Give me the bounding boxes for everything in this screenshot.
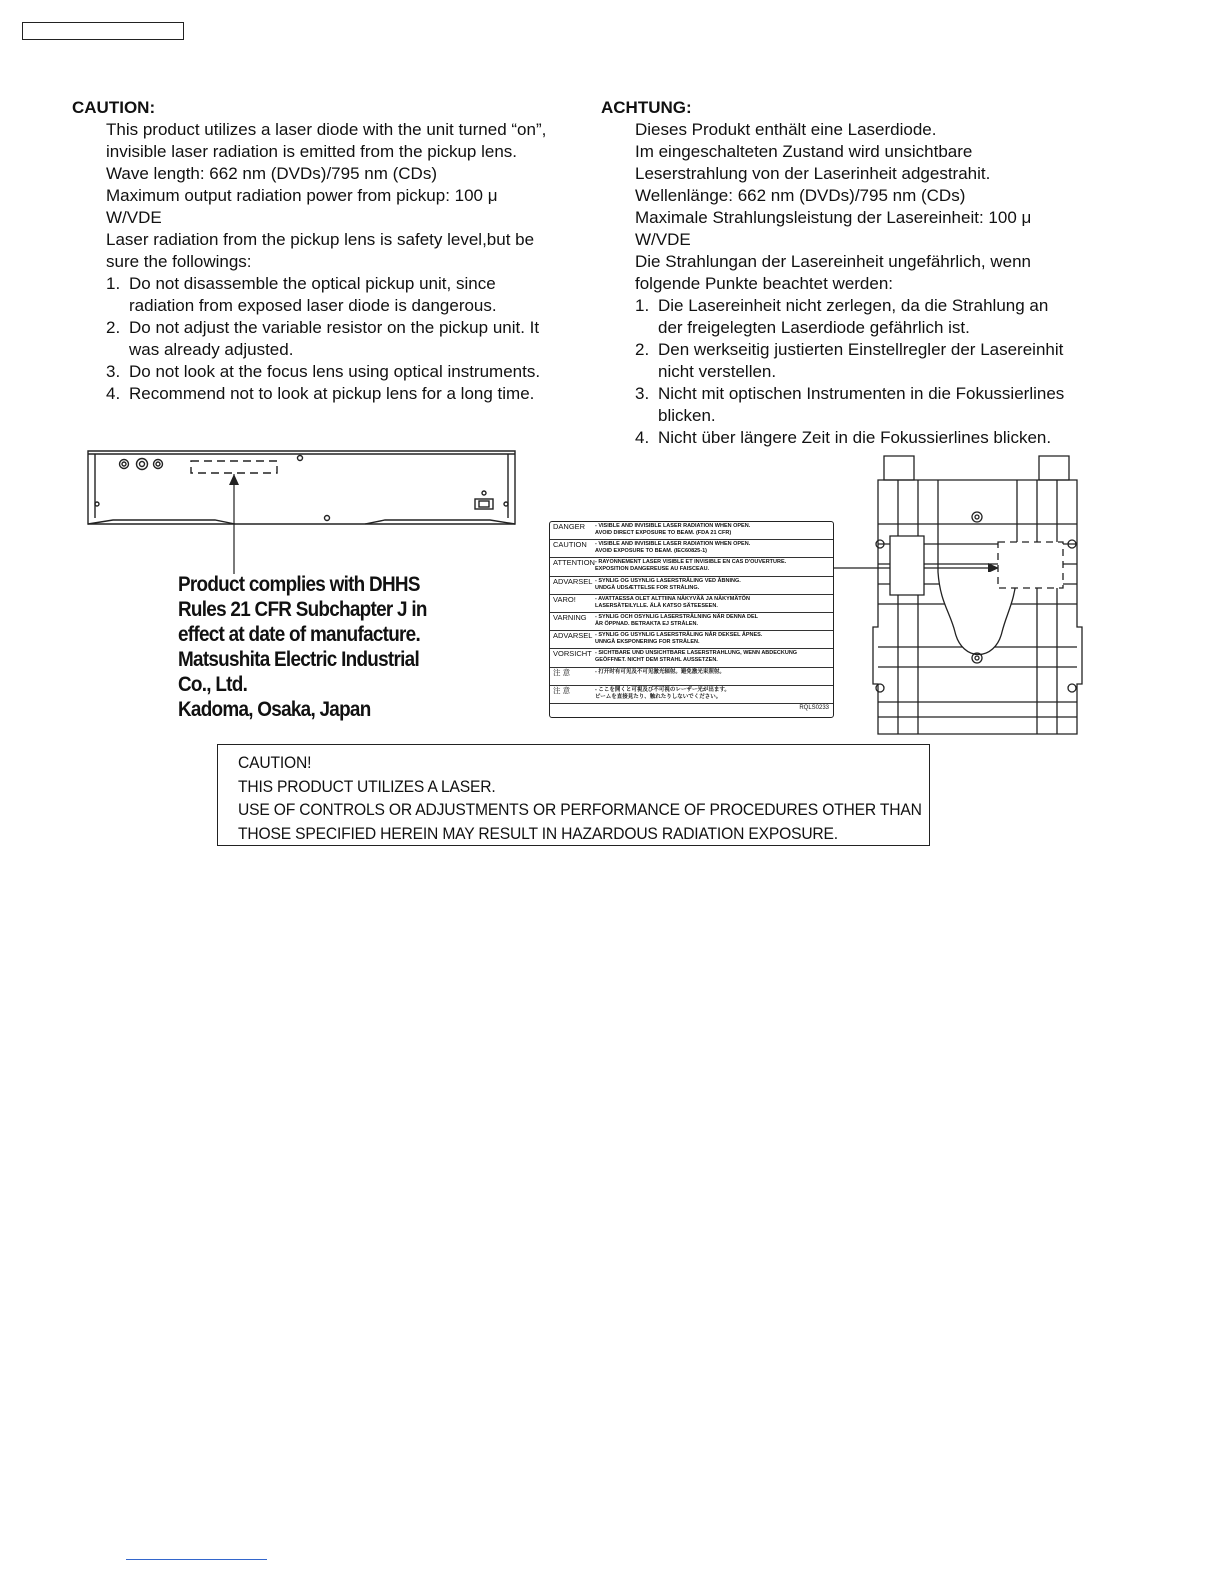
- label-key: VORSICHT: [553, 649, 592, 659]
- caution-section-english: [72, 97, 582, 405]
- label-key: VARNING: [553, 612, 587, 622]
- list-number: 3.: [635, 384, 650, 403]
- compliance-line: Matsushita Electric Industrial: [178, 648, 419, 671]
- list-line: Den werkseitig justierten Einstellregler der Lasereinhit: [658, 340, 1064, 359]
- list-line: Recommend not to look at pickup lens for a long time.: [129, 384, 535, 403]
- label-row: [550, 522, 833, 540]
- compliance-line: effect at date of manufacture.: [178, 623, 421, 646]
- caution-line: invisible laser radiation is emitted from the pickup lens.: [106, 142, 518, 161]
- label-row: [550, 577, 833, 595]
- caution-box-line: USE OF CONTROLS OR ADJUSTMENTS OR PERFORMANCE OF PROCEDURES OTHER THAN: [238, 800, 922, 819]
- caution-section-german: [601, 97, 1101, 449]
- caution-line: W/VDE: [106, 208, 162, 227]
- list-line: Nicht mit optischen Instrumenten in die Fokussierlines: [658, 384, 1065, 403]
- compliance-line: Product complies with DHHS: [178, 573, 420, 596]
- label-key: DANGER: [553, 522, 586, 531]
- list-number: 3.: [106, 362, 121, 381]
- list-number: 4.: [106, 384, 121, 403]
- achtung-body: [635, 119, 1101, 449]
- list-number: 1.: [106, 274, 121, 293]
- unit-top-view-drawing: [870, 452, 1085, 738]
- list-line: Die Lasereinheit nicht zerlegen, da die Strahlung an: [658, 296, 1049, 315]
- label-text: - AVATTAESSA OLET ALTTIINA NÄKYVÄÄ JA NÄKYMÄTÖN LASERSÄTEILYLLE. ÄLÄ KATSO SÄTEESEEN.: [595, 595, 750, 609]
- label-row: [550, 558, 833, 576]
- caution-box-line: CAUTION!: [238, 753, 312, 772]
- list-item: [635, 295, 1101, 339]
- list-line: Do not adjust the variable resistor on the pickup unit. It: [129, 318, 540, 337]
- caution-line: Laser radiation from the pickup lens is safety level,but be: [106, 230, 535, 249]
- caution-line: sure the followings:: [106, 252, 252, 271]
- list-line: was already adjusted.: [129, 340, 294, 359]
- caution-box-line: THOSE SPECIFIED HEREIN MAY RESULT IN HAZARDOUS RADIATION EXPOSURE.: [238, 823, 838, 843]
- label-text: - VISIBLE AND INVISIBLE LASER RADIATION WHEN OPEN. AVOID EXPOSURE TO BEAM. (IEC60825-1): [595, 541, 751, 555]
- achtung-line: Im eingeschalteten Zustand wird unsichtbare: [635, 142, 973, 161]
- compliance-line: Kadoma, Osaka, Japan: [178, 698, 371, 721]
- list-line: Nicht über längere Zeit in die Fokussierlines blicken.: [658, 428, 1052, 447]
- caution-line: This product utilizes a laser diode with the unit turned “on”,: [106, 120, 547, 139]
- label-key: ATTENTION: [553, 558, 595, 568]
- achtung-line: folgende Punkte beachtet werden:: [635, 274, 894, 293]
- list-line: der freigelegten Laserdiode gefährlich ist.: [658, 318, 970, 337]
- label-row: [550, 613, 833, 631]
- laser-caution-box: [217, 744, 930, 846]
- label-key: 注 意: [553, 667, 571, 677]
- list-item: [635, 339, 1101, 383]
- list-number: 2.: [635, 340, 650, 359]
- label-key: ADVARSEL: [553, 576, 593, 586]
- caution-box-line: THIS PRODUCT UTILIZES A LASER.: [238, 776, 496, 796]
- list-line: Do not look at the focus lens using optical instruments.: [129, 362, 541, 381]
- laser-warning-label: [549, 521, 834, 718]
- label-key: ADVARSEL: [553, 631, 593, 641]
- compliance-statement: [178, 572, 448, 722]
- list-line: blicken.: [658, 406, 716, 425]
- label-row: [550, 540, 833, 558]
- achtung-line: Maximale Strahlungsleistung der Lasereinheit: 100 μ: [635, 208, 1032, 227]
- rear-panel-drawing: [85, 448, 521, 578]
- label-row: [550, 668, 833, 686]
- label-row: [550, 686, 833, 704]
- label-key: 注 意: [553, 685, 571, 695]
- caution-body: [106, 119, 582, 405]
- label-text: - SYNLIG OCH OSYNLIG LASERSTRÅLNING NÄR DENNA DEL ÄR ÖPPNAD. BETRAKTA EJ STRÅLEN.: [595, 613, 758, 627]
- list-line: nicht verstellen.: [658, 362, 777, 381]
- list-item: [106, 383, 582, 405]
- list-item: [635, 427, 1101, 449]
- label-text: - SYNLIG OG USYNLIG LASERSTRÅLING NÅR DEKSEL ÅPNES. UNNGÅ EKSPONERING FOR STRÅLEN.: [595, 632, 763, 646]
- compliance-line: Rules 21 CFR Subchapter J in: [178, 598, 427, 621]
- label-text: - ここを開くと可視及び不可視のレーザー光が出ます。 ビームを直接見たり、触れたりしないでください。: [595, 686, 730, 700]
- achtung-line: W/VDE: [635, 230, 691, 249]
- achtung-list: [635, 295, 1101, 449]
- list-item: [106, 273, 582, 317]
- caution-line: Wave length: 662 nm (DVDs)/795 nm (CDs): [106, 164, 437, 183]
- label-text: - 打开时有可见及不可见激光辐射。避免激光束照射。: [595, 668, 725, 675]
- label-text: - SYNLIG OG USYNLIG LASERSTRÅLING VED ÅBNING. UNDGÅ UDSÆTTELSE FOR STRÅLING.: [595, 577, 741, 591]
- label-row: [550, 649, 833, 667]
- list-line: Do not disassemble the optical pickup unit, since: [129, 274, 496, 293]
- list-number: 1.: [635, 296, 650, 315]
- achtung-line: Wellenlänge: 662 nm (DVDs)/795 nm (CDs): [635, 186, 966, 205]
- compliance-line: Co., Ltd.: [178, 673, 248, 696]
- footer-line: [126, 1559, 267, 1560]
- label-key: VARO!: [553, 594, 576, 604]
- caution-line: Maximum output radiation power from pickup: 100 μ: [106, 186, 498, 205]
- achtung-line: Die Strahlungan der Lasereinheit ungefährlich, wenn: [635, 252, 1031, 271]
- label-key: CAUTION: [553, 540, 587, 550]
- list-item: [635, 383, 1101, 427]
- label-text: - SICHTBARE UND UNSICHTBARE LASERSTRAHLUNG, WENN ABDECKUNG GEÖFFNET. NICHT DEM STRAHL AUSSETZEN.: [595, 650, 798, 664]
- label-row: [550, 631, 833, 649]
- achtung-line: Leserstrahlung von der Laserinheit adgestrahit.: [635, 164, 991, 183]
- label-row: [550, 595, 833, 613]
- achtung-heading: ACHTUNG:: [601, 98, 692, 117]
- list-item: [106, 361, 582, 383]
- list-item: [106, 317, 582, 361]
- list-number: 4.: [635, 428, 650, 447]
- achtung-line: Dieses Produkt enthält eine Laserdiode.: [635, 120, 937, 139]
- label-code: RQLS0233: [799, 705, 829, 711]
- list-line: radiation from exposed laser diode is dangerous.: [129, 296, 497, 315]
- label-text: - VISIBLE AND INVISIBLE LASER RADIATION WHEN OPEN. AVOID DIRECT EXPOSURE TO BEAM. (FDA 21 CFR): [595, 523, 751, 536]
- header-box: [22, 22, 184, 40]
- label-text: - RAYONNEMENT LASER VISIBLE ET INVISIBLE EN CAS D'OUVERTURE. EXPOSITION DANGEREUSE AU FAISCEAU.: [595, 559, 787, 573]
- list-number: 2.: [106, 318, 121, 337]
- caution-heading: CAUTION:: [72, 98, 156, 117]
- caution-list: [106, 273, 582, 405]
